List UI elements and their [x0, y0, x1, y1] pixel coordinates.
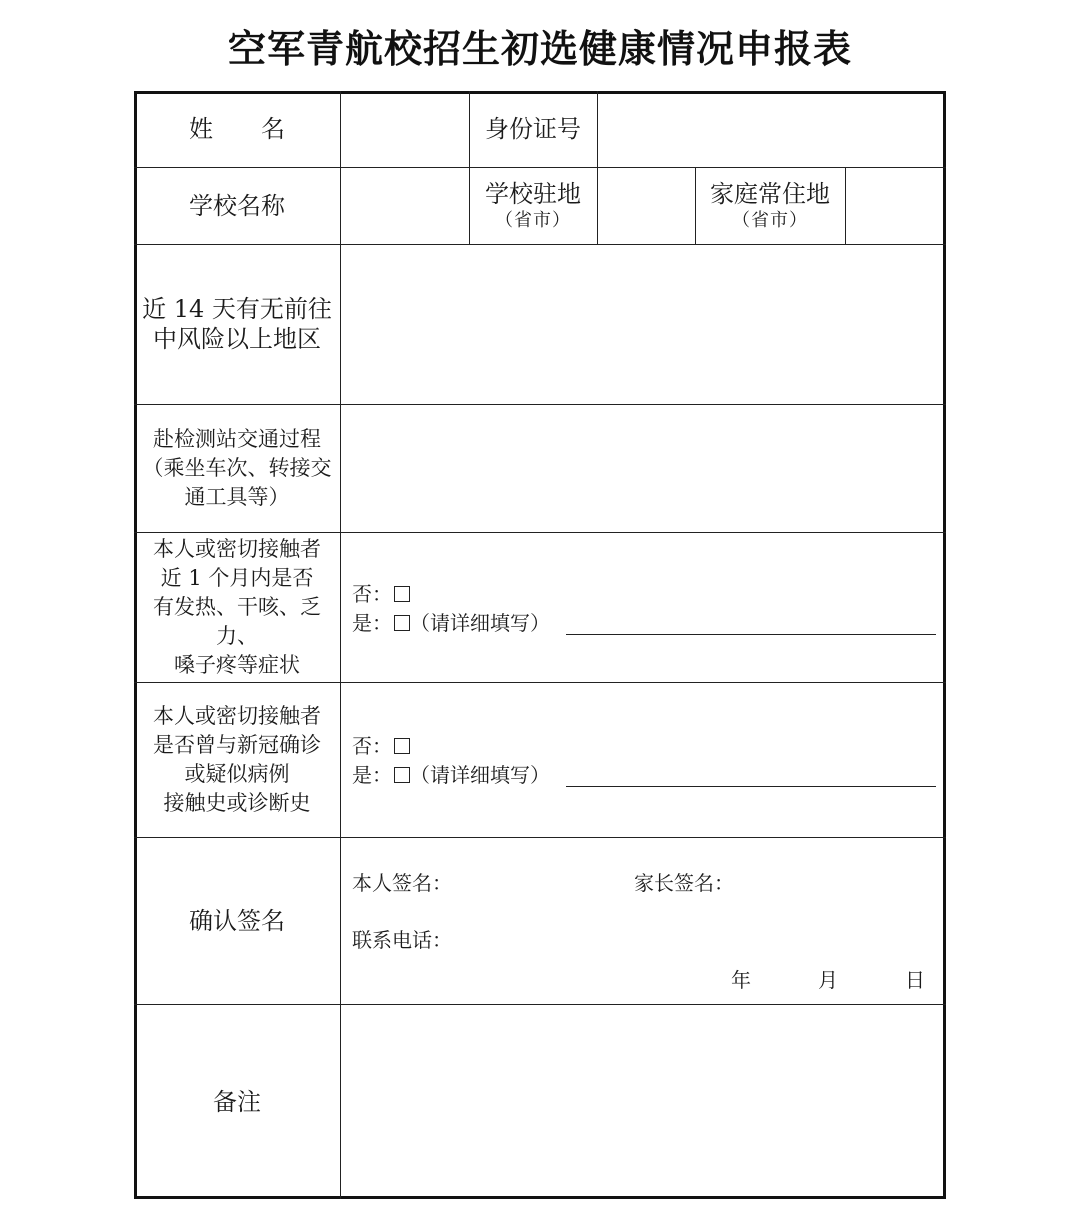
label-line: 有发热、干咳、乏力、 — [153, 594, 321, 648]
checkbox-icon[interactable] — [394, 615, 410, 631]
home-residence-sub: （省市） — [732, 209, 808, 231]
id-number-input[interactable] — [597, 91, 946, 167]
yes-label: 是： — [352, 763, 392, 787]
id-number-label: 身份证号 — [485, 115, 581, 143]
school-location-input[interactable] — [597, 167, 695, 244]
yes-label: 是： — [352, 611, 392, 635]
school-name-label: 学校名称 — [189, 191, 285, 220]
date-day-label: 日 — [905, 968, 925, 992]
label-line: 或疑似病例 — [184, 761, 290, 786]
detail-label: （请详细填写） — [410, 611, 550, 635]
contact-detail-line[interactable] — [566, 786, 936, 787]
contact-no-option[interactable] — [352, 733, 410, 759]
label-line: （乘坐车次、转接交 — [142, 455, 332, 480]
label-line: 本人或密切接触者 — [153, 703, 321, 728]
date-month-label: 月 — [818, 968, 838, 992]
transport-input[interactable] — [340, 404, 946, 532]
label-line: 是否曾与新冠确诊 — [153, 732, 321, 757]
symptoms-label — [134, 532, 340, 682]
school-location-label — [469, 167, 597, 244]
parent-signature-label: 家长签名： — [634, 871, 734, 895]
no-label: 否： — [352, 582, 392, 606]
travel-history-label — [134, 244, 340, 404]
checkbox-icon[interactable] — [394, 767, 410, 783]
label-line: 赴检测站交通过程 — [153, 426, 321, 451]
label-line: 本人或密切接触者 — [153, 536, 321, 561]
label-line: 嗓子疼等症状 — [174, 652, 300, 677]
detail-label: （请详细填写） — [410, 763, 550, 787]
symptoms-yes-option[interactable] — [352, 610, 550, 636]
symptoms-no-option[interactable] — [352, 581, 410, 607]
name-input[interactable] — [340, 91, 469, 167]
phone-label: 联系电话： — [352, 928, 452, 952]
label-line: 近 1 个月内是否 — [160, 565, 314, 590]
remarks-input[interactable] — [340, 1004, 946, 1199]
label-line: 通工具等） — [184, 484, 290, 509]
symptoms-detail-line[interactable] — [566, 634, 936, 635]
school-location-title: 学校驻地 — [485, 179, 581, 208]
confirm-signature-label: 确认签名 — [189, 906, 285, 935]
school-location-sub: （省市） — [495, 209, 571, 231]
form-title: 空军青航校招生初选健康情况申报表 — [227, 27, 852, 71]
label-line: 中风险以上地区 — [153, 325, 321, 353]
contact-yes-option[interactable] — [352, 762, 550, 788]
label-line: 接触史或诊断史 — [163, 790, 311, 815]
remarks-label: 备注 — [213, 1087, 261, 1116]
home-residence-input[interactable] — [845, 167, 946, 244]
travel-history-input[interactable] — [340, 244, 946, 404]
health-declaration-form — [134, 91, 946, 1199]
date-year-label: 年 — [731, 968, 751, 992]
self-signature-label: 本人签名： — [352, 871, 452, 895]
contact-history-label — [134, 682, 340, 837]
no-label: 否： — [352, 734, 392, 758]
name-label: 姓 名 — [189, 115, 285, 143]
transport-label — [134, 404, 340, 532]
checkbox-icon[interactable] — [394, 738, 410, 754]
school-name-input[interactable] — [340, 167, 469, 244]
checkbox-icon[interactable] — [394, 586, 410, 602]
label-line: 近 14 天有无前往 — [142, 295, 332, 323]
home-residence-title: 家庭常住地 — [710, 179, 830, 208]
home-residence-label — [695, 167, 845, 244]
